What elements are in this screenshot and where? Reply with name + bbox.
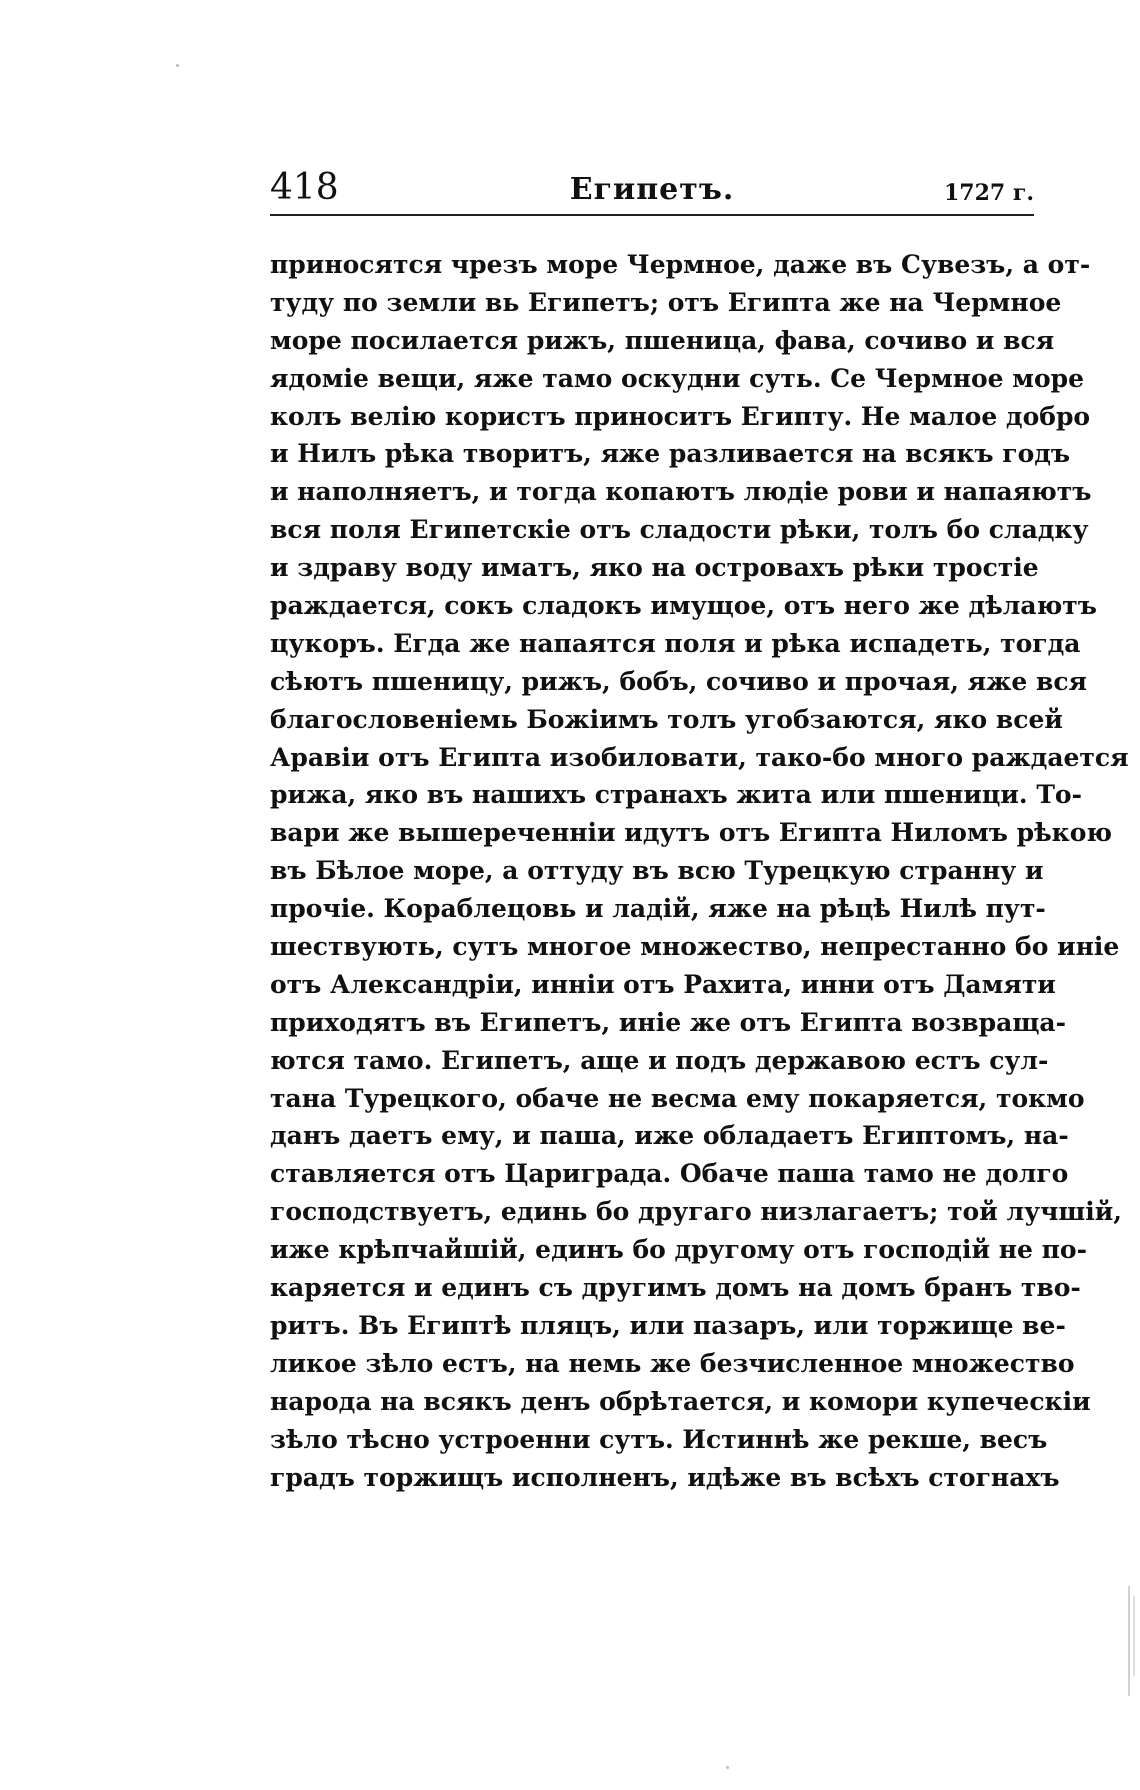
text-line: прочіе. Кораблецовь и ладій, яже на рѣцѣ Нилѣ пут-: [270, 894, 1046, 924]
text-line: туду по земли вь Египетъ; отъ Египта же на Чермное: [270, 287, 1062, 317]
running-title: Египетъ.: [569, 172, 735, 207]
page-number: 418: [270, 167, 339, 208]
text-line: Аравіи отъ Египта изобиловати, тако-бо много раждается: [270, 742, 1129, 772]
text-line: отъ Александріи, инніи отъ Рахита, инни отъ Дамяти: [270, 969, 1056, 999]
text-line: колъ велію користъ приноситъ Египту. Не малое добро: [270, 401, 1091, 431]
text-line: и наполняетъ, и тогда копаютъ людіе рови и напаяютъ: [270, 477, 1092, 507]
text-line: приходятъ въ Египетъ, иніе же отъ Египта возвраща-: [270, 1007, 1066, 1037]
text-line: раждается, сокъ сладокъ имущое, отъ него же дѣлаютъ: [270, 591, 1097, 621]
text-line: тана Турецкого, обаче не весма ему покаряется, токмо: [270, 1083, 1085, 1113]
text-line: каряется и единъ съ другимъ домъ на домъ бранъ тво-: [270, 1273, 1081, 1303]
text-line: море посилается рижъ, пшеница, фава, сочиво и вся: [270, 325, 1055, 355]
text-line: шествують, сутъ многое множество, непрестанно бо иніе: [270, 932, 1120, 962]
header-rule: [270, 214, 1034, 216]
text-line: зѣло тѣсно устроенни сутъ. Истиннѣ же рекше, весъ: [270, 1424, 1048, 1454]
text-line: ядоміе вещи, яже тамо оскудни суть. Се Чермное море: [270, 363, 1085, 393]
text-line: вся поля Египетскіе отъ сладости рѣки, толъ бо сладку: [270, 515, 1089, 545]
text-line: ются тамо. Египетъ, аще и подъ державою естъ сул-: [270, 1045, 1049, 1075]
paper-speck: [726, 1766, 729, 1769]
text-line: въ Бѣлое море, а оттуду въ всю Турецкую странну и: [270, 856, 1044, 886]
running-head: [270, 168, 1034, 216]
text-line: приносятся чрезъ море Чермное, даже въ Сувезъ, а от-: [270, 250, 1091, 279]
text-line: ставляется отъ Цариграда. Обаче паша тамо не долго: [270, 1159, 1069, 1189]
text-line: градъ торжищъ исполненъ, идѣже въ всѣхъ стогнахъ: [270, 1462, 1060, 1492]
text-line: и здраву воду иматъ, яко на островахъ рѣки тростіе: [270, 553, 1039, 583]
text-line: сѣютъ пшеницу, рижъ, бобъ, сочиво и прочая, яже вся: [270, 666, 1088, 696]
text-line: господствуетъ, единь бо другаго низлагаетъ; той лучшій,: [270, 1197, 1123, 1227]
text-line: рижа, яко въ нашихъ странахъ жита или пшеници. То-: [270, 780, 1082, 810]
text-line: ритъ. Въ Египтѣ пляцъ, или пазаръ, или торжище ве-: [270, 1310, 1066, 1340]
text-line: цукоръ. Егда же напаятся поля и рѣка испадеть, тогда: [270, 628, 1081, 658]
page-edge-mark: [1128, 1586, 1130, 1696]
text-line: и Нилъ рѣка творитъ, яже разливается на всякъ годъ: [270, 439, 1071, 469]
year-label: 1727 г.: [943, 180, 1034, 206]
text-line: данъ даетъ ему, и паша, иже обладаетъ Египтомъ, на-: [270, 1121, 1069, 1151]
body-text: [270, 246, 1129, 1496]
text-line: ликое зѣло естъ, на немь же безчисленное множество: [270, 1348, 1075, 1378]
paper-speck: [176, 64, 179, 67]
page-edge-mark: [1133, 1596, 1135, 1676]
text-line: благословеніемь Божіимъ толъ угобзаются, яко всей: [270, 704, 1063, 734]
text-line: иже крѣпчайшій, единъ бо другому отъ господій не по-: [270, 1235, 1087, 1265]
text-line: народа на всякъ денъ обрѣтается, и комори купеческіи: [270, 1386, 1091, 1416]
text-line: вари же вышереченніи идутъ отъ Египта Ниломъ рѣкою: [270, 818, 1113, 848]
